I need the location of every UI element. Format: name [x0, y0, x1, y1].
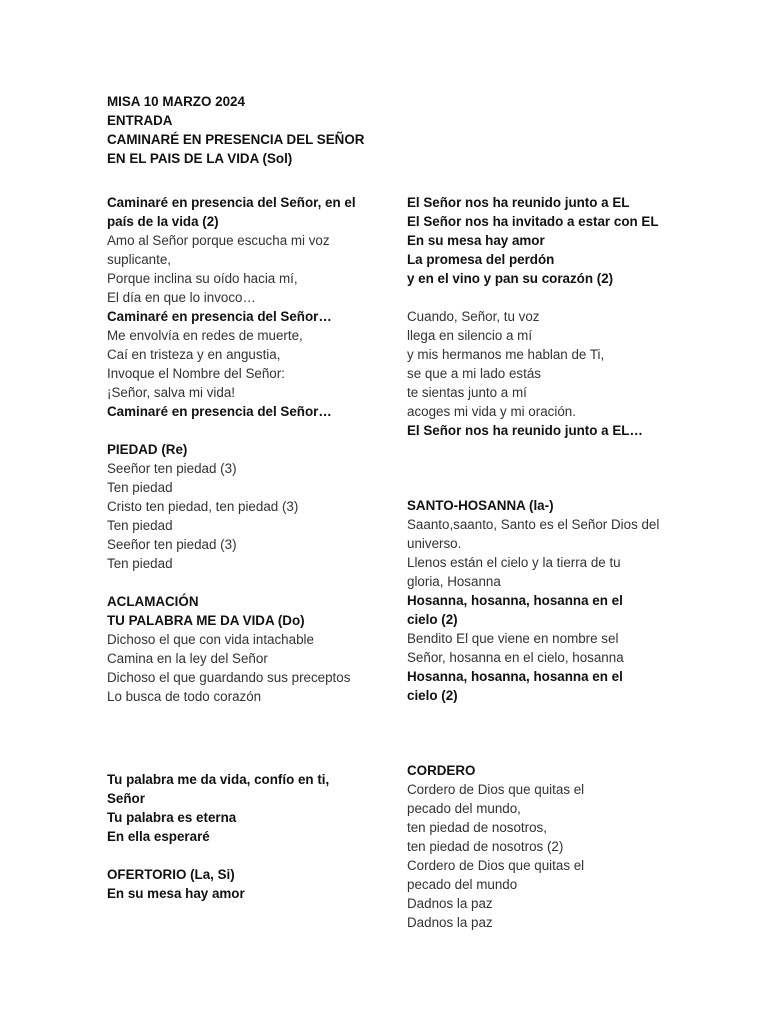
aclamacion-line: Dichoso el que guardando sus preceptos [107, 670, 351, 685]
santo-verse-line: Señor, hosanna en el cielo, hosanna [407, 650, 624, 665]
entrada-refrain-line: Caminaré en presencia del Señor… [107, 309, 332, 324]
entrada-verse-line: Caí en tristeza y en angustia, [107, 347, 281, 362]
aclamacion-line: Camina en la ley del Señor [107, 651, 268, 666]
piedad-title: PIEDAD (Re) [107, 442, 188, 457]
entrada-verse-line: Me envolvía en redes de muerte, [107, 328, 303, 343]
entrada-verse-line: suplicante, [107, 252, 172, 267]
cordero-title: CORDERO [407, 763, 476, 778]
cordero-section [407, 761, 707, 932]
spacer [107, 421, 367, 440]
santo-section [407, 496, 707, 705]
ofertorio-refrain-line: El Señor nos ha reunido junto a EL… [407, 423, 643, 438]
entrada-chorus-line: Caminaré en presencia del Señor, en el [107, 195, 356, 210]
entrada-refrain-line: Caminaré en presencia del Señor… [107, 404, 332, 419]
cordero-line: Cordero de Dios que quitas el [407, 858, 585, 873]
ofertorio-verse-line: llega en silencio a mí [407, 328, 533, 343]
ofertorio-chorus-line: El Señor nos ha invitado a estar con EL [407, 214, 659, 229]
spacer [107, 846, 367, 865]
entrada-verse-line: Invoque el Nombre del Señor: [107, 366, 285, 381]
piedad-line: Seeñor ten piedad (3) [107, 461, 237, 476]
aclamacion-line: Dichoso el que con vida intachable [107, 632, 314, 647]
entrada-chorus-line: país de la vida (2) [107, 214, 219, 229]
aclamacion-chorus-line: En ella esperaré [107, 829, 210, 844]
entrada-verse-line: Amo al Señor porque escucha mi voz [107, 233, 330, 248]
right-column [407, 193, 707, 440]
santo-title: SANTO-HOSANNA (la-) [407, 498, 554, 513]
piedad-line: Ten piedad [107, 556, 173, 571]
mass-date-title: MISA 10 MARZO 2024 [107, 94, 245, 109]
section-entrada-label: ENTRADA [107, 113, 173, 128]
santo-verse-line: Bendito El que viene en nombre sel [407, 631, 619, 646]
ofertorio-first-line: En su mesa hay amor [107, 886, 245, 901]
cordero-line: Dadnos la paz [407, 915, 493, 930]
santo-hosanna-line: cielo (2) [407, 612, 458, 627]
santo-hosanna-line: Hosanna, hosanna, hosanna en el [407, 669, 623, 684]
aclamacion-chorus-line: Tu palabra es eterna [107, 810, 237, 825]
piedad-line: Seeñor ten piedad (3) [107, 537, 237, 552]
piedad-line: Cristo ten piedad, ten piedad (3) [107, 499, 299, 514]
ofertorio-verse-line: Cuando, Señor, tu voz [407, 309, 540, 324]
santo-verse-line: Saanto,saanto, Santo es el Señor Dios del [407, 517, 660, 532]
ofertorio-chorus-line: y en el vino y pan su corazón (2) [407, 271, 614, 286]
aclamacion-chorus-line: Tu palabra me da vida, confío en ti, [107, 772, 330, 787]
cordero-line: pecado del mundo [407, 877, 518, 892]
entrada-verse-line: Porque inclina su oído hacia mí, [107, 271, 298, 286]
cordero-line: pecado del mundo, [407, 801, 521, 816]
aclamacion-title: ACLAMACIÓN [107, 594, 199, 609]
ofertorio-chorus-line: El Señor nos ha reunido junto a EL [407, 195, 630, 210]
aclamacion-subtitle: TU PALABRA ME DA VIDA (Do) [107, 613, 305, 628]
cordero-line: Cordero de Dios que quitas el [407, 782, 585, 797]
ofertorio-verse-line: se que a mi lado estás [407, 366, 541, 381]
ofertorio-verse-line: y mis hermanos me hablan de Ti, [407, 347, 605, 362]
piedad-line: Ten piedad [107, 518, 173, 533]
cordero-line: Dadnos la paz [407, 896, 493, 911]
santo-verse-line: universo. [407, 536, 462, 551]
entrada-verse-line: ¡Señor, salva mi vida! [107, 385, 236, 400]
santo-verse-line: Llenos están el cielo y la tierra de tu [407, 555, 621, 570]
cordero-line: ten piedad de nosotros (2) [407, 839, 564, 854]
aclamacion-line: Lo busca de todo corazón [107, 689, 262, 704]
song-title-line-2: EN EL PAIS DE LA VIDA (Sol) [107, 151, 293, 166]
santo-verse-line: gloria, Hosanna [407, 574, 501, 589]
spacer [407, 288, 707, 307]
piedad-line: Ten piedad [107, 480, 173, 495]
cordero-line: ten piedad de nosotros, [407, 820, 547, 835]
ofertorio-chorus-line: La promesa del perdón [407, 252, 555, 267]
santo-hosanna-line: cielo (2) [407, 688, 458, 703]
left-column [107, 193, 367, 706]
ofertorio-chorus-line: En su mesa hay amor [407, 233, 545, 248]
song-title-line-1: CAMINARÉ EN PRESENCIA DEL SEÑOR [107, 132, 365, 147]
ofertorio-title: OFERTORIO (La, Si) [107, 867, 235, 882]
santo-hosanna-line: Hosanna, hosanna, hosanna en el [407, 593, 623, 608]
aclamacion-chorus-line: Señor [107, 791, 145, 806]
ofertorio-verse-line: acoges mi vida y mi oración. [407, 404, 576, 419]
ofertorio-verse-line: te sientas junto a mí [407, 385, 527, 400]
spacer [107, 573, 367, 592]
left-column-lower [107, 770, 367, 903]
entrada-verse-line: El día en que lo invoco… [107, 290, 256, 305]
document-header [107, 92, 397, 168]
